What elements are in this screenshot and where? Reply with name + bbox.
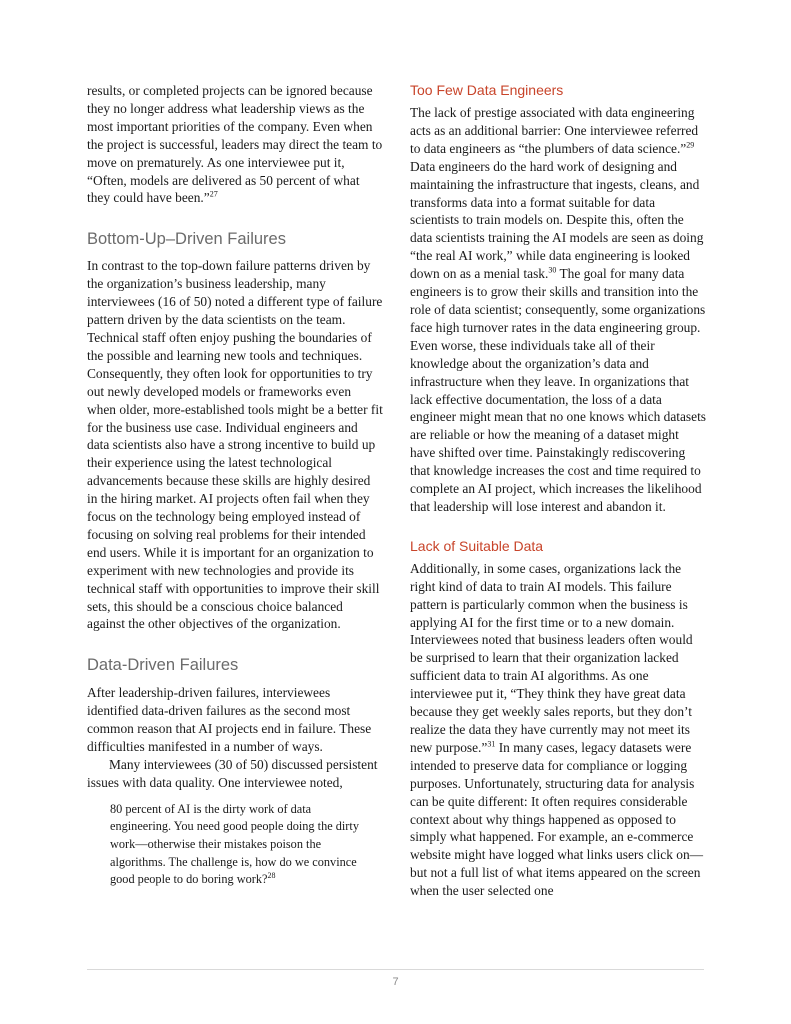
too-few-data-engineers-heading: Too Few Data Engineers: [410, 82, 564, 98]
lack-of-suitable-data-paragraph: Additionally, in some cases, organizations lack the right kind of data to train AI models. This failure pattern is particularly common when the business is applying AI for the first time or to a new domain. Interviewees noted that business leaders often would be surprised to learn that their organization lacked sufficient data to train AI algorithms. As one interviewee put it, “They think they have great data because they get weekly sales reports, but they don’t realize the data they have currently may not meet its new purpose.”$^{31}$ In many cases, legacy datasets were intended to preserve data for compliance or logging purposes. Unfortunately, structuring data for analysis can be quite different: It often requires considerable context about why things happened as opposed to simply what happened. For example, an e-commerce website might have logged what links users click on—but not a full list of what items appeared on the screen when the user selected one: [410, 560, 704, 899]
quote-text: 80 percent of AI is the dirty work of data engineering. You need good people doing the dirty work—otherwise their mistakes poison the algorithms. The challenge is, how do we convince good people to do boring work?$^{28}$: [110, 801, 359, 887]
right-column: [410, 82, 706, 900]
footnote-30[interactable]: 30: [548, 265, 557, 275]
page-number: 7: [392, 976, 399, 988]
too-few-data-engineers-paragraph: The lack of prestige associated with data engineering acts as an additional barrier: One interviewee referred to data engineers as “the plumbers of data science.”$^{29}$ Data engineers do the hard work of designing and maintaining the infrastructure that ingests, cleans, and transforms data into a format suitable for data scientists to train models on. Despite this, often the data scientists training the AI models are seen as doing “the real AI work,” while data engineering is looked down on as a menial task.$^{30}$ The goal for many data engineers is to grow their skills and transition into the role of data scientist; consequently, some organizations face high turnover rates in the data engineering group. Even worse, these individuals take all of their knowledge about the organization’s data and infrastructure when they leave. In organizations that lack effective documentation, the loss of a data engineer might mean that no one knows which datasets are reliable or how the meaning of a dataset might have shifted over time. Painstakingly rediscovering that knowledge increases the cost and time required to complete an AI project, which increases the likelihood that leadership will lose interest and abandon it.: [410, 105, 707, 514]
left-column: [87, 82, 383, 889]
footnote-27[interactable]: 27: [209, 189, 218, 199]
footnote-31[interactable]: 31: [487, 739, 496, 749]
block-quote: [87, 801, 383, 889]
footer-divider: [87, 969, 704, 970]
bottom-up-paragraph: In contrast to the top-down failure patterns driven by the organization’s business leadership, many interviewees (16 of 50) noted a different type of failure pattern driven by the data scientists on the team. Technical staff often enjoy pushing the boundaries of the possible and learning new tools and techniques. Consequently, they often look for opportunities to try out newly developed models or frameworks even when older, more-established tools might be a better fit for the business use case. Individual engineers and data scientists also have a strong incentive to build up their experience using the latest technological advancements because these skills are highly desired in the hiring market. AI projects often fail when they focus on the technology being employed instead of focusing on solving real problems for their intended end users. While it is important for an organization to experiment with new technologies and provide its technical staff with opportunities to improve their skill sets, this should be a conscious choice balanced against the other objectives of the organization.: [87, 258, 383, 632]
data-driven-heading: Data-Driven Failures: [87, 656, 239, 675]
data-driven-paragraph-2: Many interviewees (30 of 50) discussed persistent issues with data quality. One interviewee noted,: [87, 757, 378, 790]
data-driven-paragraph-1: After leadership-driven failures, interviewees identified data-driven failures as the second most common reason that AI projects end in failure. These difficulties manifested in a number of ways.: [87, 685, 372, 755]
lack-of-suitable-data-heading: Lack of Suitable Data: [410, 537, 544, 554]
bottom-up-heading: Bottom-Up–Driven Failures: [87, 230, 286, 249]
intro-paragraph: results, or completed projects can be ignored because they no longer address what leadership views as the most important priorities of the company. Even when the project is successful, leaders may direct the team to move on prematurely. As one interviewee put it, “Often, models are delivered as 50 percent of what they could have been.”$^{27}$: [87, 83, 383, 206]
footnote-29[interactable]: 29: [686, 140, 695, 150]
footnote-28[interactable]: 28: [267, 871, 276, 881]
